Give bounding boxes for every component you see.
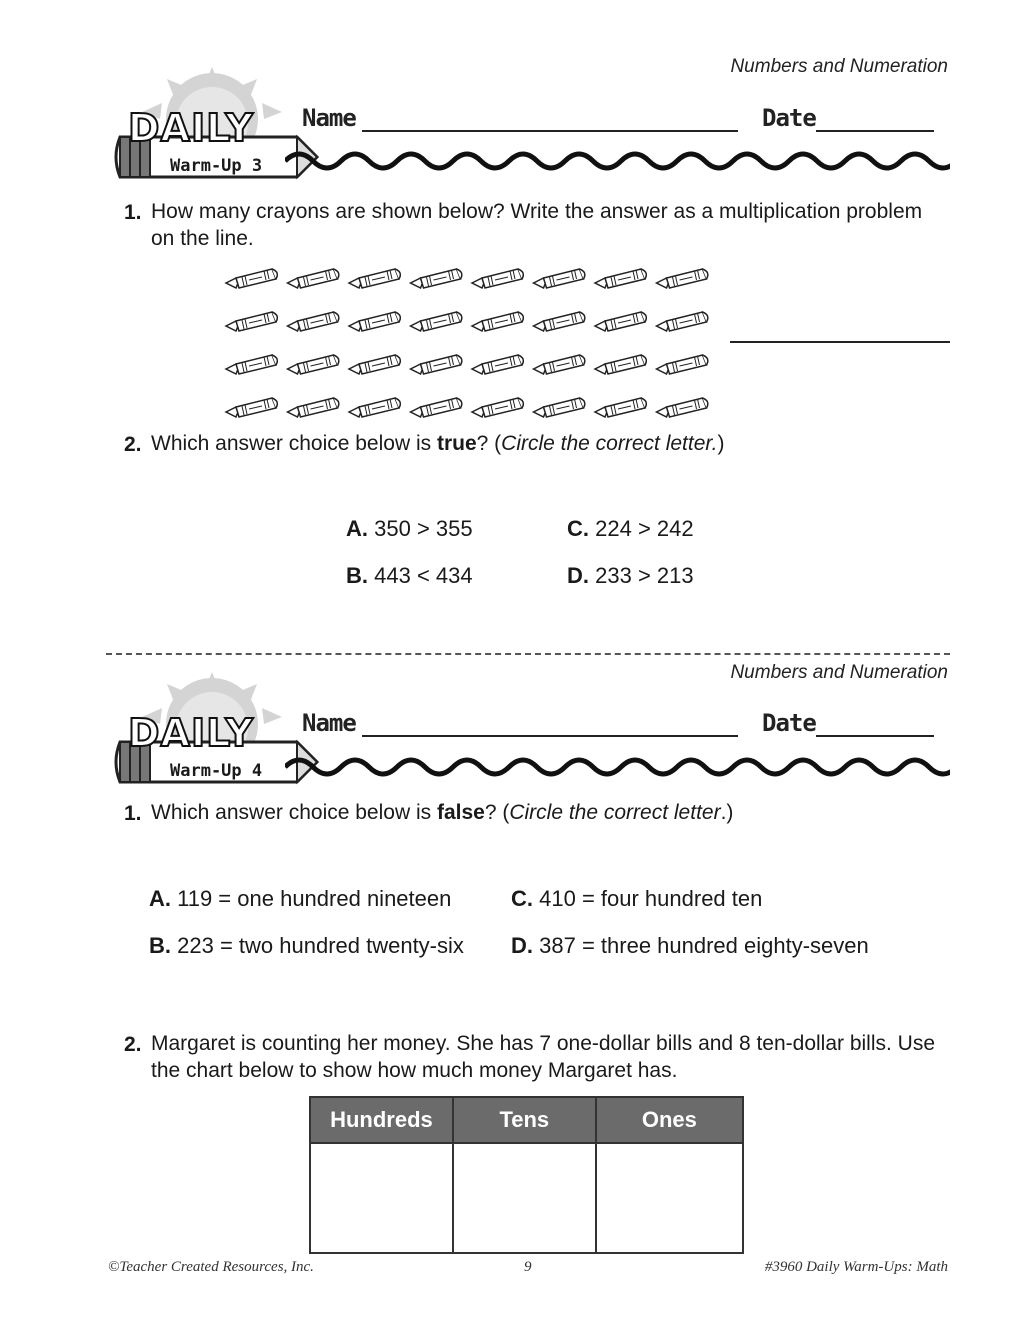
name-label: Name <box>302 709 356 737</box>
question-text-part: ? ( <box>476 432 502 455</box>
choice-letter: B. <box>346 563 368 588</box>
footer-book-title: #3960 Daily Warm-Ups: Math <box>764 1259 948 1275</box>
question-number: 2. <box>124 433 142 456</box>
crayon-icon <box>472 398 523 417</box>
date-label: Date <box>762 709 816 737</box>
choice-letter: C. <box>511 886 533 911</box>
answer-choice-d[interactable] <box>567 563 694 589</box>
topic-label: Numbers and Numeration <box>730 662 948 683</box>
column-header-hundreds: Hundreds <box>310 1097 453 1143</box>
crayon-icon <box>226 355 277 374</box>
crayon-icon <box>288 312 339 331</box>
crayon-icon <box>657 269 708 288</box>
answer-choice-a[interactable] <box>346 516 473 542</box>
choice-letter: C. <box>567 516 589 541</box>
warmup-badge: Warm-Up 4 <box>170 761 263 781</box>
crayon-icon <box>349 398 400 417</box>
crayon-icon <box>411 269 462 288</box>
date-field[interactable] <box>816 735 934 737</box>
crayon-icon <box>534 269 585 288</box>
answer-choice-c[interactable] <box>511 886 762 912</box>
question-text: How many crayons are shown below? Write the answer as a multiplication problem on the line. <box>151 200 923 250</box>
choice-text: 410 = four hundred ten <box>539 886 763 911</box>
column-header-tens: Tens <box>453 1097 596 1143</box>
tens-cell[interactable] <box>453 1143 596 1253</box>
choice-letter: B. <box>149 933 171 958</box>
daily-logo <box>112 667 312 792</box>
crayon-icon <box>657 398 708 417</box>
crayon-icon <box>349 355 400 374</box>
question-text: Margaret is counting her money. She has 7 one-dollar bills and 8 ten-dollar bills. Use the chart below to show how much money Margaret has. <box>151 1032 936 1082</box>
question-number: 1. <box>124 201 142 224</box>
crayon-icon <box>534 312 585 331</box>
crayon-icon <box>472 269 523 288</box>
date-field[interactable] <box>816 130 934 132</box>
crayon-icon <box>288 355 339 374</box>
question-number: 2. <box>124 1033 142 1056</box>
crayon-icon <box>226 312 277 331</box>
name-label: Name <box>302 104 356 132</box>
instruction-italic: Circle the correct letter <box>509 801 721 824</box>
crayon-grid <box>222 264 717 422</box>
place-value-chart <box>309 1096 744 1254</box>
choice-text: 387 = three hundred eighty-seven <box>539 933 869 958</box>
crayon-icon <box>226 269 277 288</box>
answer-choice-c[interactable] <box>567 516 694 542</box>
crayon-icon <box>595 269 646 288</box>
question-number: 1. <box>124 802 142 825</box>
name-field[interactable] <box>362 130 738 132</box>
ones-cell[interactable] <box>596 1143 743 1253</box>
crayon-icon <box>288 398 339 417</box>
choice-letter: A. <box>149 886 171 911</box>
choice-text: 350 > 355 <box>374 516 473 541</box>
crayon-icon <box>534 398 585 417</box>
crayon-icon <box>288 269 339 288</box>
answer-line[interactable] <box>730 341 950 343</box>
column-header-ones: Ones <box>596 1097 743 1143</box>
crayon-icon <box>411 355 462 374</box>
footer-page-number: 9 <box>524 1259 532 1275</box>
answer-choice-a[interactable] <box>149 886 451 912</box>
choice-text: 224 > 242 <box>595 516 694 541</box>
wavy-divider <box>285 754 950 780</box>
footer-copyright: ©Teacher Created Resources, Inc. <box>108 1259 314 1275</box>
crayon-icon <box>595 312 646 331</box>
question-text <box>151 799 733 826</box>
choice-letter: D. <box>511 933 533 958</box>
choice-text: 443 < 434 <box>374 563 473 588</box>
answer-choice-d[interactable] <box>511 933 869 959</box>
hundreds-cell[interactable] <box>310 1143 453 1253</box>
name-field[interactable] <box>362 735 738 737</box>
crayon-icon <box>595 355 646 374</box>
crayon-icon <box>472 312 523 331</box>
crayon-icon <box>595 398 646 417</box>
choice-letter: D. <box>567 563 589 588</box>
question-text-part: .) <box>720 801 734 824</box>
crayon-icon <box>411 398 462 417</box>
daily-logo <box>112 62 312 187</box>
cut-line <box>106 653 950 655</box>
topic-label: Numbers and Numeration <box>730 56 948 77</box>
emphasis-true: true <box>436 432 477 455</box>
question-text-part: ) <box>717 432 725 455</box>
question-text-part: ? ( <box>484 801 510 824</box>
question-text-part: Which answer choice below is <box>151 801 437 824</box>
choice-text: 233 > 213 <box>595 563 694 588</box>
answer-choice-b[interactable] <box>346 563 473 589</box>
wavy-divider <box>285 148 950 174</box>
crayon-icon <box>534 355 585 374</box>
question-text <box>151 430 724 457</box>
choice-text: 223 = two hundred twenty-six <box>177 933 464 958</box>
crayon-icon <box>226 398 277 417</box>
crayon-icon <box>349 312 400 331</box>
warmup-badge: Warm-Up 3 <box>170 156 263 176</box>
crayon-icon <box>472 355 523 374</box>
choice-text: 119 = one hundred nineteen <box>177 886 452 911</box>
emphasis-false: false <box>436 801 485 824</box>
answer-choice-b[interactable] <box>149 933 464 959</box>
daily-logo-word: DAILY <box>128 106 254 150</box>
crayon-icon <box>657 355 708 374</box>
crayon-icon <box>657 312 708 331</box>
crayon-icon <box>411 312 462 331</box>
choice-letter: A. <box>346 516 368 541</box>
instruction-italic: Circle the correct letter. <box>501 432 718 455</box>
crayon-icon <box>349 269 400 288</box>
date-label: Date <box>762 104 816 132</box>
question-text-part: Which answer choice below is <box>151 432 437 455</box>
daily-logo-word: DAILY <box>128 711 254 755</box>
